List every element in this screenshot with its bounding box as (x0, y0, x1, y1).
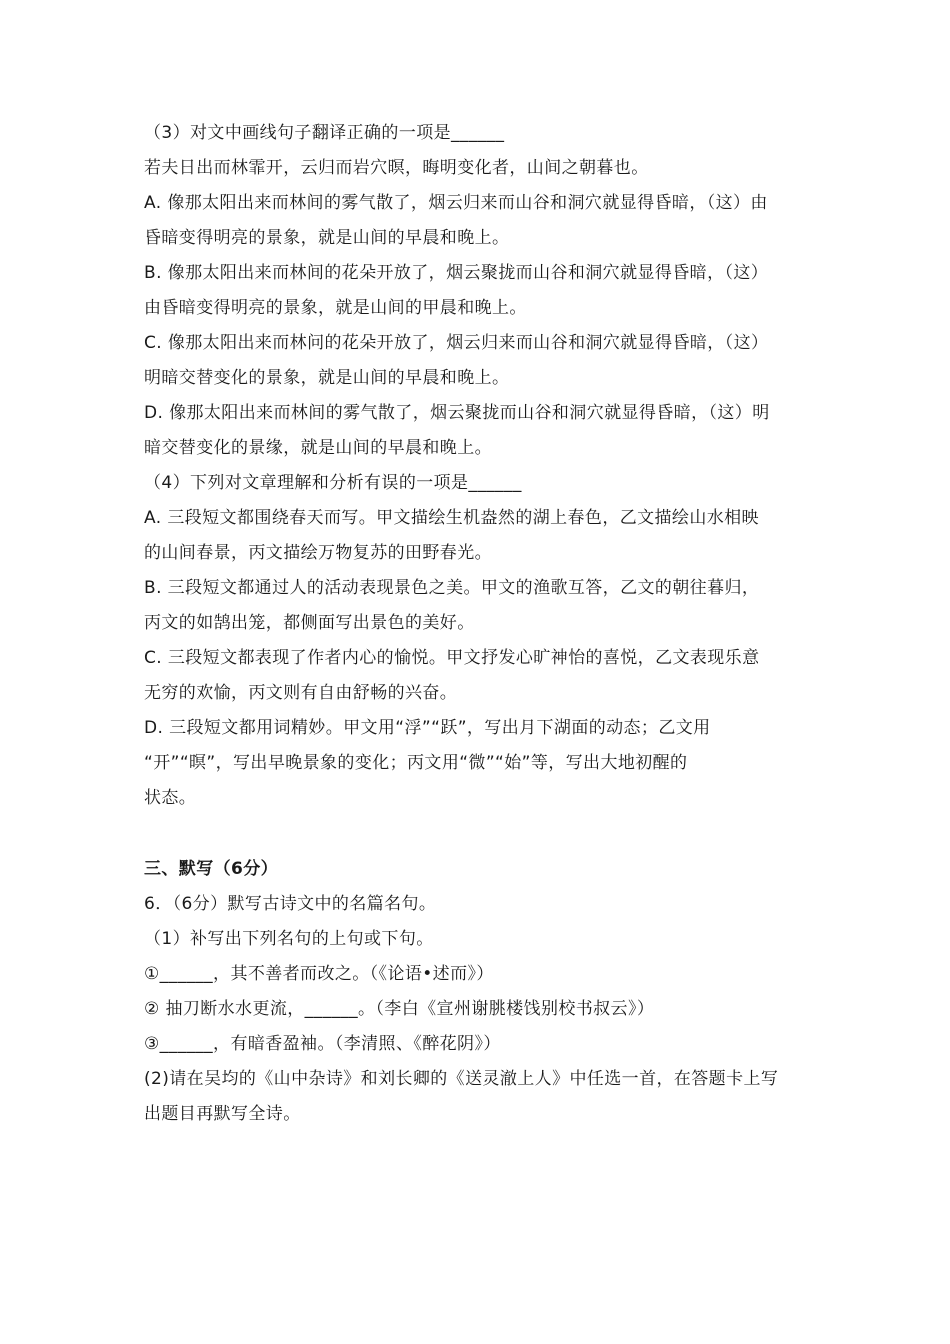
q6-item-2: ② 抽刀断水水更流，______。（李白《宣州谢朓楼饯别校书叔云》） (144, 999, 655, 1019)
q3-prompt: （3）对文中画线句子翻译正确的一项是______ (144, 123, 505, 143)
section-heading: 三、默写（6分） (144, 859, 279, 879)
q3-option-d-line1: D. 像那太阳出来而林间的雾气散了，烟云聚拢而山谷和洞穴就显得昏暗，（这）明 (144, 403, 770, 423)
q4-option-d-line3: 状态。 (144, 788, 197, 808)
q6-part2-line2: 出题目再默写全诗。 (144, 1104, 301, 1124)
document-page (144, 122, 812, 1126)
q4-option-a-line2: 的山间春景，丙文描绘万物复苏的田野春光。 (144, 543, 492, 563)
q3-option-d-line2: 暗交替变化的景缘，就是山间的早晨和晚上。 (144, 438, 492, 458)
q6-title: 6．（6分）默写古诗文中的名篇名句。 (144, 894, 437, 914)
q3-option-a-line1: A. 像那太阳出来而林间的雾气散了，烟云归来而山谷和洞穴就显得昏暗，（这）由 (144, 193, 768, 213)
q6-part1-title: （1）补写出下列名句的上句或下句。 (144, 929, 434, 949)
q4-option-b-line2: 丙文的如鹄出笼，都侧面写出景色的美好。 (144, 613, 475, 633)
q3-option-a-line2: 昏暗变得明亮的景象，就是山间的早晨和晚上。 (144, 228, 510, 248)
q4-prompt: （4）下列对文章理解和分析有误的一项是______ (144, 473, 522, 493)
q3-option-c-line2: 明暗交替变化的景象，就是山间的早晨和晚上。 (144, 368, 510, 388)
q3-option-c-line1: C. 像那太阳出来而林问的花朵开放了，烟云归来而山谷和洞穴就显得昏暗，（这） (144, 333, 769, 353)
q4-option-d-line2: “开”“暝”，写出早晚景象的变化；丙文用“微”“始”等，写出大地初醒的 (144, 753, 688, 773)
q6-item-1: ①______，其不善者而改之。（《论语•述而》） (144, 964, 494, 984)
q3-option-b-line2: 由昏暗变得明亮的景象，就是山间的甲晨和晚上。 (144, 298, 527, 318)
q4-option-d-line1: D. 三段短文都用词精妙。甲文用“浮”“跃”，写出月下湖面的动态；乙文用 (144, 718, 711, 738)
q4-option-c-line1: C. 三段短文都表现了作者内心的愉悦。甲文抒发心旷神怡的喜悦，乙文表现乐意 (144, 648, 760, 668)
q4-option-c-line2: 无穷的欢愉，丙文则有自由舒畅的兴奋。 (144, 683, 458, 703)
q3-source-sentence: 若夫日出而林霏开，云归而岩穴暝，晦明变化者，山间之朝暮也。 (144, 158, 649, 178)
q4-option-a-line1: A. 三段短文都围绕春天而写。甲文描绘生机盎然的湖上春色，乙文描绘山水相映 (144, 508, 759, 528)
q3-option-b-line1: B. 像那太阳出来而林间的花朵开放了，烟云聚拢而山谷和洞穴就显得昏暗，（这） (144, 263, 769, 283)
q6-part2-line1: (2)请在吴均的《山中杂诗》和刘长卿的《送灵澈上人》中任选一首，在答题卡上写 (144, 1069, 779, 1089)
q6-item-3: ③______，有暗香盈袖。（李清照、《醉花阴》） (144, 1034, 501, 1054)
q4-option-b-line1: B. 三段短文都通过人的活动表现景色之美。甲文的渔歌互答，乙文的朝往暮归， (144, 578, 760, 598)
